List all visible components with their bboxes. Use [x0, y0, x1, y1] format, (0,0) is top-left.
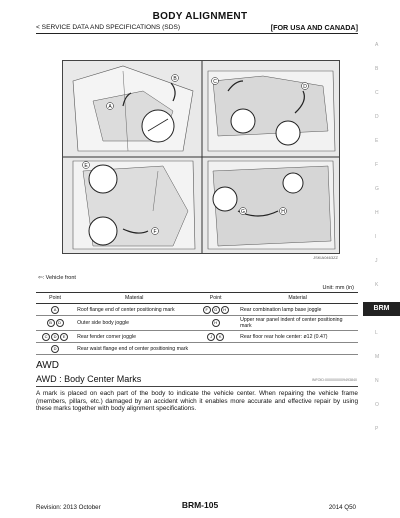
material-cell: Rear combination lamp base joggle — [237, 304, 358, 316]
table-row — [36, 316, 358, 331]
header-divider — [36, 33, 358, 34]
point-cell — [194, 316, 237, 331]
side-index-letter: L — [375, 330, 378, 336]
side-index-letter: E — [375, 138, 379, 144]
point-cell — [194, 343, 237, 355]
side-index-letter: P — [375, 426, 379, 432]
callout-h-label: H — [281, 208, 285, 215]
region-label: [FOR USA AND CANADA] — [270, 23, 358, 32]
callout-b-label: B — [173, 75, 177, 82]
page-number: BRM-105 — [181, 500, 219, 510]
side-index-letter: M — [375, 354, 380, 360]
figure-id: JSKIA0463ZZ — [313, 255, 338, 260]
callout-c-label: C — [213, 78, 217, 85]
side-index-letter: F — [375, 162, 379, 168]
point-marker: D — [51, 345, 59, 353]
callout-a-label: A — [108, 103, 112, 110]
point-cell — [36, 304, 74, 316]
side-index-letter: G — [375, 186, 379, 192]
point-marker: H — [212, 319, 220, 327]
point-marker: D — [56, 319, 64, 327]
column-header: Material — [74, 293, 194, 304]
side-index-letter: N — [375, 378, 379, 384]
body-paragraph: A mark is placed on each part of the body to indicate the vehicle center. When repairing the vehicle frame (members, pillars, etc.) damaged by an accident which it enables more accurate and effective repair by using these marks together with body alignment specifications. — [36, 390, 358, 413]
revision-label: Revision: 2013 October — [36, 504, 101, 511]
page-title: BODY ALIGNMENT — [152, 11, 248, 22]
material-cell: Rear fender corner joggle — [74, 331, 194, 343]
table-row — [36, 343, 358, 355]
point-marker: K — [216, 333, 224, 341]
section-heading: AWD — [36, 360, 59, 371]
material-cell: Roof flange end of center positioning mark — [74, 304, 194, 316]
measurement-points-table — [36, 292, 358, 355]
material-cell: Rear waist flange end of center positioning mark — [74, 343, 194, 355]
section-divider — [36, 386, 358, 387]
point-marker: H — [221, 306, 229, 314]
side-index-letter: A — [375, 42, 379, 48]
unit-note: Unit: mm (in) — [322, 285, 354, 291]
vehicle-front-label: : Vehicle front — [42, 275, 76, 281]
table-row — [36, 304, 358, 316]
callout-e-label: E — [84, 162, 88, 169]
callout-g-label: G — [241, 208, 245, 215]
side-index-letter: B — [375, 66, 379, 72]
point-marker: A — [51, 306, 59, 314]
callout-f-label: F — [153, 228, 157, 235]
side-index-letter: K — [375, 282, 379, 288]
table-row — [36, 331, 358, 343]
model-label: 2014 Q50 — [328, 504, 356, 511]
column-header: Material — [237, 293, 358, 304]
callout-d-label: D — [303, 83, 307, 90]
side-index-letter: C — [375, 90, 379, 96]
point-cell — [36, 343, 74, 355]
point-marker: E — [60, 333, 68, 341]
point-cell — [36, 316, 74, 331]
breadcrumb[interactable]: < SERVICE DATA AND SPECIFICATIONS (SDS) — [36, 24, 181, 31]
side-index-letter: H — [375, 210, 379, 216]
material-cell: Outer side body joggle — [74, 316, 194, 331]
column-header: Point — [36, 293, 74, 304]
material-cell: Upper rear panel indent of center positioning mark — [237, 316, 358, 331]
arrow-left-icon: ⇦ — [38, 275, 43, 281]
column-header: Point — [194, 293, 237, 304]
side-index-letter: I — [375, 234, 377, 240]
section-subheading: AWD : Body Center Marks — [36, 374, 142, 384]
point-marker: C — [42, 333, 50, 341]
material-cell — [237, 343, 358, 355]
body-diagram-illustration — [63, 61, 339, 253]
table-header-row — [36, 293, 358, 304]
material-cell: Rear floor rear hole center: ø12 (0.47) — [237, 331, 358, 343]
point-marker: D — [51, 333, 59, 341]
point-cell — [194, 331, 237, 343]
info-id: INFOID:0000000009493840 — [311, 378, 357, 382]
body-marks-figure — [62, 60, 340, 254]
point-cell — [194, 304, 237, 316]
side-index-letter: J — [375, 258, 378, 264]
side-index-letter: O — [375, 402, 379, 408]
point-marker: G — [212, 306, 220, 314]
point-marker: J — [207, 333, 215, 341]
section-tab-brm[interactable]: BRM — [363, 302, 400, 316]
vehicle-front-note — [38, 275, 76, 281]
point-marker: F — [203, 306, 211, 314]
point-cell — [36, 331, 74, 343]
point-marker: B — [47, 319, 55, 327]
side-index-letter: D — [375, 114, 379, 120]
